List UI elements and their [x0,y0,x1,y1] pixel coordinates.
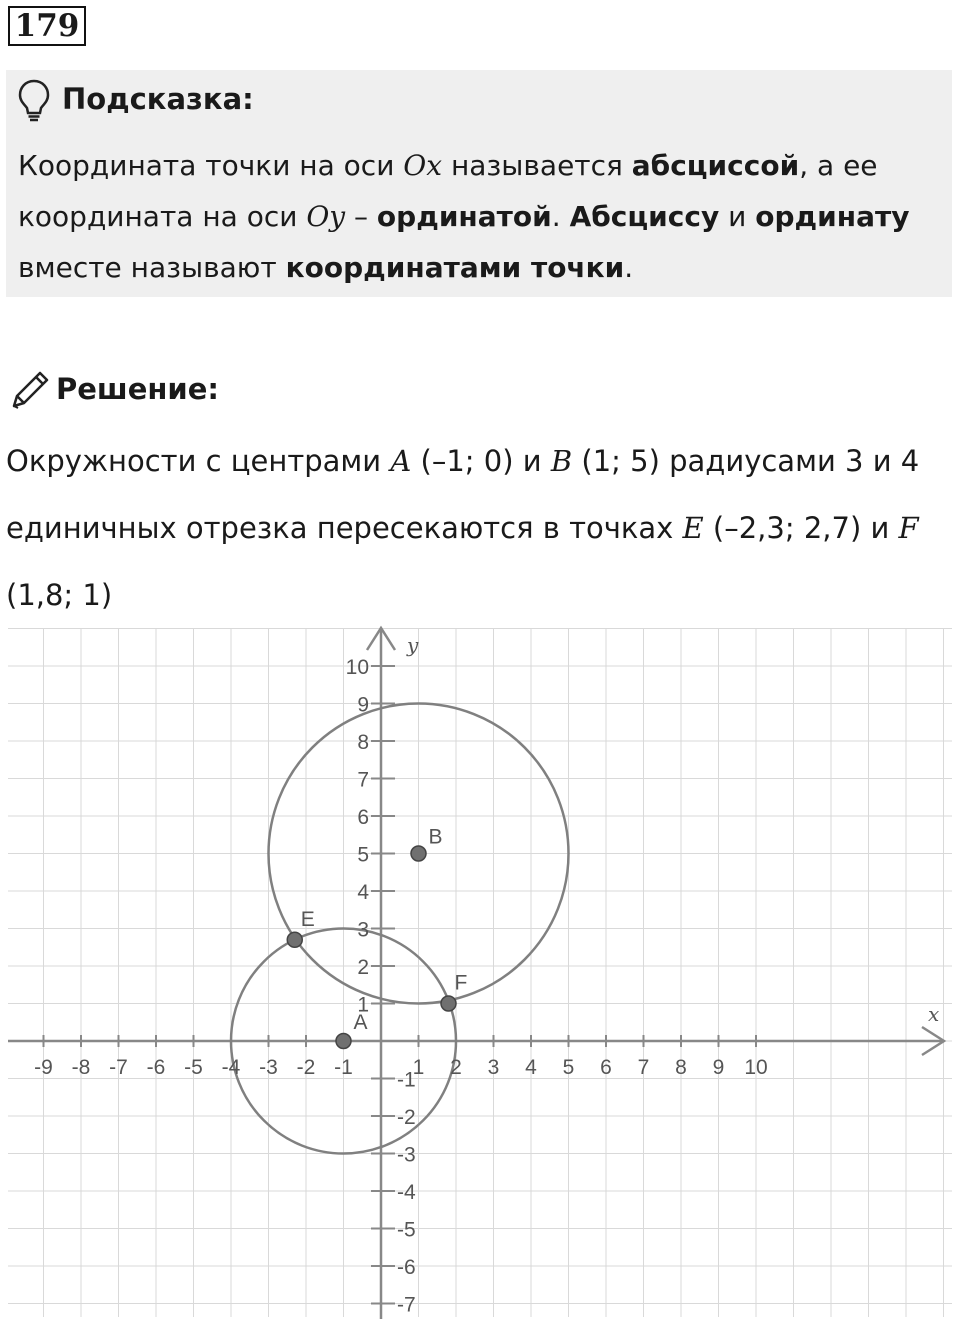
y-tick-label: 9 [357,693,369,717]
x-tick-label: 3 [487,1056,500,1079]
y-tick-label: -6 [397,1256,416,1279]
hint-title: Подсказка: [62,82,254,116]
tick-marks [44,666,757,1304]
axes [8,628,944,1319]
point-f [441,996,456,1011]
solution-text: Окружности с центрами A (–1; 0) и B (1; 5) радиусами 3 и 4 единичных отрезка пересекаются в точках E (–2,3; 2,7) и F (1,8; 1) [6,444,920,612]
point-label-a: A [353,1011,368,1034]
x-tick-label: -8 [71,1056,91,1079]
x-tick-label: 2 [450,1056,462,1079]
x-tick-label: 7 [637,1056,650,1079]
y-tick-label: 2 [357,956,369,979]
coordinate-plane [0,620,960,1325]
task-number: 179 [8,6,86,46]
x-tick-label: 5 [562,1056,575,1079]
y-tick-label: -4 [397,1181,416,1204]
y-tick-label: -3 [397,1143,416,1167]
y-tick-label: 7 [357,768,369,792]
x-tick-label: -1 [334,1056,353,1079]
y-tick-label: 6 [357,806,369,829]
y-tick-label: -5 [397,1218,416,1242]
point-label-f: F [454,971,468,995]
tick-labels [34,656,768,1317]
x-tick-label: 9 [712,1056,725,1079]
x-tick-label: 1 [412,1056,425,1079]
grid [8,628,952,1317]
y-tick-label: 4 [357,881,369,904]
y-tick-label: 1 [357,993,369,1017]
x-tick-label: -9 [34,1056,53,1079]
y-tick-label: -1 [397,1068,416,1092]
point-e [287,932,302,947]
x-tick-label: 6 [600,1056,612,1079]
x-tick-label: -7 [109,1056,128,1079]
y-tick-label: -7 [397,1293,416,1317]
hint-text: Координата точки на оси Ox называется абсциссой, а ее координата на оси Oy – ординатой. Абсциссу и ординату вместе называют координатами точки. [18,149,910,284]
x-tick-label: -4 [221,1056,241,1079]
y-tick-label: 8 [357,731,369,754]
x-tick-label: -5 [184,1056,203,1079]
y-tick-label: 5 [357,843,369,867]
pencil-icon [8,368,52,412]
solution-title: Решение: [56,372,220,406]
point-a [336,1034,351,1049]
lightbulb-icon [16,78,52,122]
y-tick-label: 10 [345,656,369,679]
x-tick-label: -3 [259,1056,278,1079]
y-tick-label: -2 [397,1106,416,1129]
x-tick-label: 4 [525,1056,537,1079]
point-label-b: B [428,825,443,849]
point-label-e: E [300,907,315,931]
points [287,826,467,1049]
x-axis-label: x [928,1002,940,1026]
y-axis-label: y [407,633,419,657]
point-b [411,846,426,861]
x-tick-label: 8 [675,1056,687,1079]
x-tick-label: 10 [744,1056,768,1079]
y-tick-label: 3 [357,918,369,942]
x-tick-label: -2 [296,1056,316,1079]
x-tick-label: -6 [146,1056,166,1079]
